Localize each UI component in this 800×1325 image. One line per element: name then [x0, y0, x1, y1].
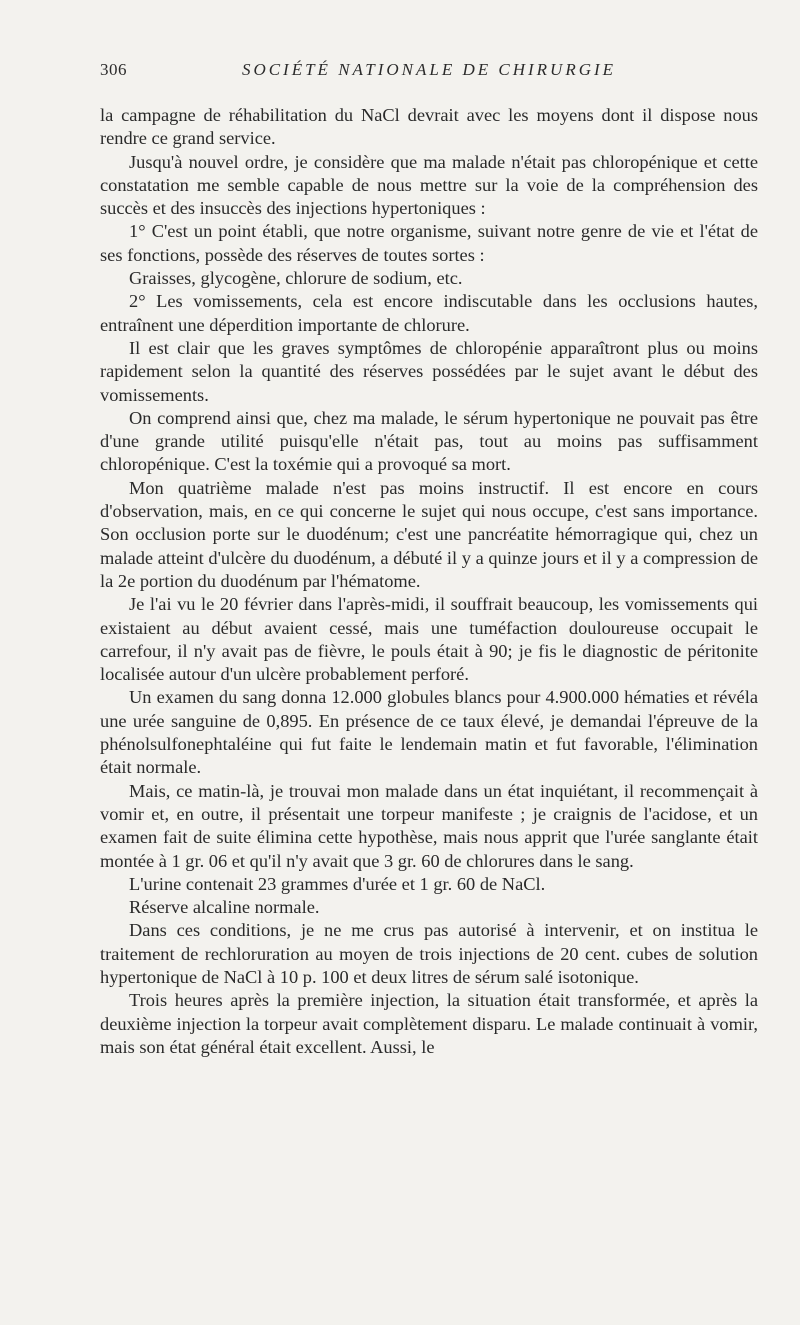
paragraph: Jusqu'à nouvel ordre, je considère que ma malade n'était pas chloropénique et cette constatation me semble capable de nous mettre sur la voie de la compréhension des succès et des insuccès des injections hypertoniques :: [100, 151, 758, 219]
paragraph: 1° C'est un point établi, que notre organisme, suivant notre genre de vie et l'état de ses fonctions, possède des réserves de toutes sortes :: [100, 221, 758, 265]
page-header: [100, 60, 758, 86]
paragraph: L'urine contenait 23 grammes d'urée et 1 gr. 60 de NaCl.: [129, 873, 546, 894]
paragraph: Mais, ce matin-là, je trouvai mon malade dans un état inquiétant, il recommençait à vomir et, en outre, il présentait une torpeur manifeste ; je craignis de l'acidose, et un examen fait de suite élimina cette hypothèse, mais nous apprit que l'urée sanglante était montée à 1 gr. 06 et qu'il n'y avait que 3 gr. 60 de chlorures dans le sang.: [100, 780, 758, 871]
paragraph: Mon quatrième malade n'est pas moins instructif. Il est encore en cours d'observation, mais, en ce qui concerne le sujet qui nous occupe, c'est sans importance. Son occlusion porte sur le duodénum; c'est une pancréatite hémorragique qui, chez un malade atteint d'ulcère du duodénum, a débuté il y a quinze jours et il y a compression de la 2e portion du duodénum par l'hématome.: [100, 477, 758, 591]
paragraph: 2° Les vomissements, cela est encore indiscutable dans les occlusions hautes, entraînent une déperdition importante de chlorure.: [100, 291, 758, 335]
running-title: SOCIÉTÉ NATIONALE DE CHIRURGIE: [241, 60, 617, 79]
page-number: 306: [100, 60, 127, 79]
paragraph: la campagne de réhabilitation du NaCl devrait avec les moyens dont il dispose nous rendre ce grand service.: [100, 105, 758, 149]
paragraph: Il est clair que les graves symptômes de chloropénie apparaîtront plus ou moins rapidement selon la quantité des réserves possédées par le sujet avant le début des vomissements.: [100, 337, 758, 405]
body-text: [100, 104, 758, 1059]
paragraph: Un examen du sang donna 12.000 globules blancs pour 4.900.000 hématies et révéla une urée sanguine de 0,895. En présence de ce taux élevé, je demandai l'épreuve de la phénolsulfonephtaléine qui fut faite le lendemain matin et fut favorable, l'élimination était normale.: [100, 687, 758, 778]
paragraph: On comprend ainsi que, chez ma malade, le sérum hypertonique ne pouvait pas être d'une grande utilité puisqu'elle n'était pas, tout au moins pas suffisamment chloropénique. C'est la toxémie qui a provoqué sa mort.: [100, 407, 758, 475]
paragraph: Trois heures après la première injection, la situation était transformée, et après la deuxième injection la torpeur avait complètement disparu. Le malade continuait à vomir, mais son état général était excellent. Aussi, le: [100, 990, 758, 1057]
paragraph: Réserve alcaline normale.: [129, 897, 320, 918]
paragraph: Graisses, glycogène, chlorure de sodium, etc.: [129, 268, 463, 289]
paragraph: Je l'ai vu le 20 février dans l'après-midi, il souffrait beaucoup, les vomissements qui existaient au début avaient cessé, mais une tuméfaction douloureuse occupait le carrefour, il n'y avait pas de fièvre, le pouls était à 90; je fis le diagnostic de péritonite localisée autour d'un ulcère probablement perforé.: [100, 594, 758, 685]
paragraph: Dans ces conditions, je ne me crus pas autorisé à intervenir, et on institua le traitement de rechloruration au moyen de trois injections de 20 cent. cubes de solution hypertonique de NaCl à 10 p. 100 et deux litres de sérum salé isotonique.: [100, 920, 758, 987]
